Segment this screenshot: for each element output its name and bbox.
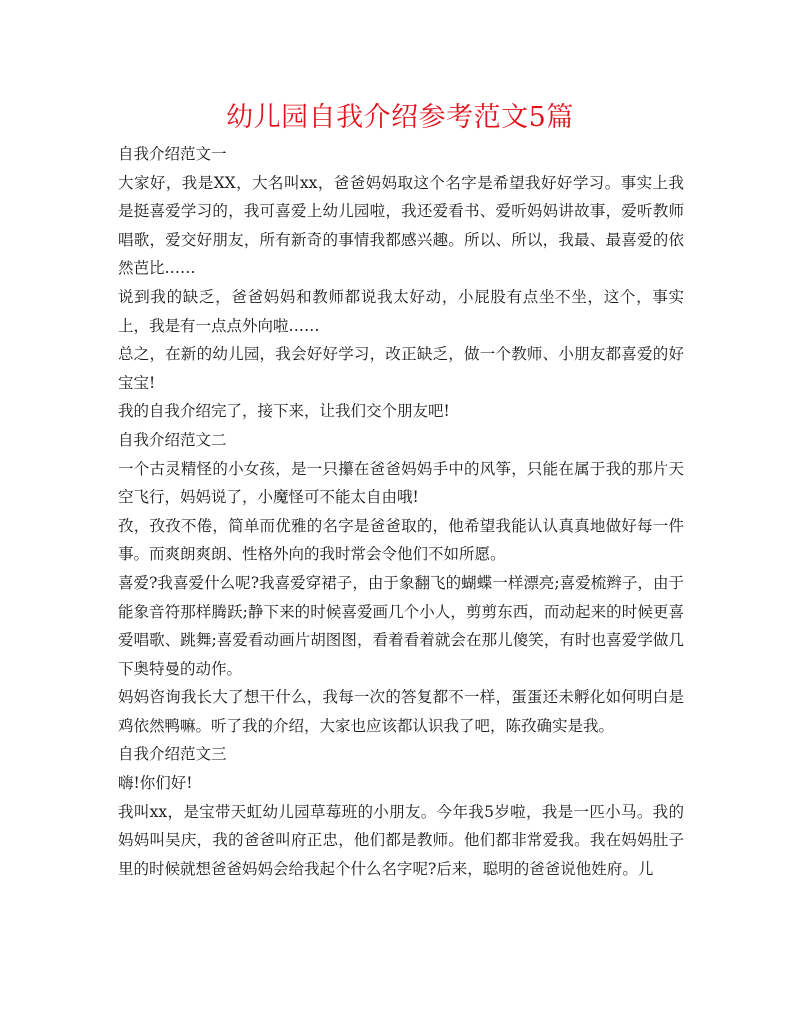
paragraph: 妈妈咨询我长大了想干什么，我每一次的答复都不一样，蛋蛋还未孵化如何明白是鸡依然鸭嘛。听了我的介绍，大家也应该都认识我了吧，陈孜确实是我。	[118, 688, 684, 735]
paragraph: 孜，孜孜不倦，简单而优雅的名字是爸爸取的，他希望我能认认真真地做好每一件事。而爽朗爽朗、性格外向的我时常会令他们不如所愿。	[118, 516, 684, 564]
section-heading: 自我介绍范文二	[118, 430, 227, 449]
section-heading: 自我介绍范文三	[118, 745, 227, 764]
paragraph: 我叫xx，是宝带天虹幼儿园草莓班的小朋友。今年我5岁啦，我是一匹小马。我的妈妈叫吴庆，我的爸爸叫府正忠，他们都是教师。他们都非常爱我。我在妈妈肚子里的时候就想爸爸妈妈会给我起个什么名字呢?后来，聪明的爸爸说他姓府。儿	[118, 802, 684, 878]
paragraph: 嗨!你们好!	[118, 774, 193, 793]
paragraph: 说到我的缺乏，爸爸妈妈和教师都说我太好动，小屁股有点坐不坐，这个，事实上，我是有一点点外向啦……	[118, 287, 684, 335]
paragraph: 总之，在新的幼儿园，我会好好学习，改正缺乏，做一个教师、小朋友都喜爱的好宝宝!	[118, 345, 684, 392]
section-heading: 自我介绍范文一	[118, 145, 227, 163]
document-body	[118, 140, 684, 883]
paragraph: 喜爱?我喜爱什么呢?我喜爱穿裙子，由于象翻飞的蝴蝶一样漂亮;喜爱梳辫子，由于能象音符那样腾跃;静下来的时候喜爱画几个小人，剪剪东西，而动起来的时候更喜爱唱歌、跳舞;喜爱看动画片胡图图，看着看着就会在那儿傻笑，有时也喜爱学做几下奥特曼的动作。	[118, 573, 684, 678]
paragraph: 一个古灵精怪的小女孩，是一只攥在爸爸妈妈手中的风筝，只能在属于我的那片天空飞行，妈妈说了，小魔怪可不能太自由哦!	[118, 459, 684, 507]
document-title: 幼儿园自我介绍参考范文5篇	[226, 102, 574, 133]
paragraph: 我的自我介绍完了，接下来，让我们交个朋友吧!	[118, 402, 450, 421]
paragraph: 大家好，我是XX，大名叫xx，爸爸妈妈取这个名字是希望我好好学习。事实上我是挺喜爱学习的，我可喜爱上幼儿园啦，我还爱看书、爱听妈妈讲故事，爱听教师唱歌，爱交好朋友，所有新奇的事情我都感兴趣。所以、所以，我最、最喜爱的依然芭比……	[118, 173, 684, 278]
